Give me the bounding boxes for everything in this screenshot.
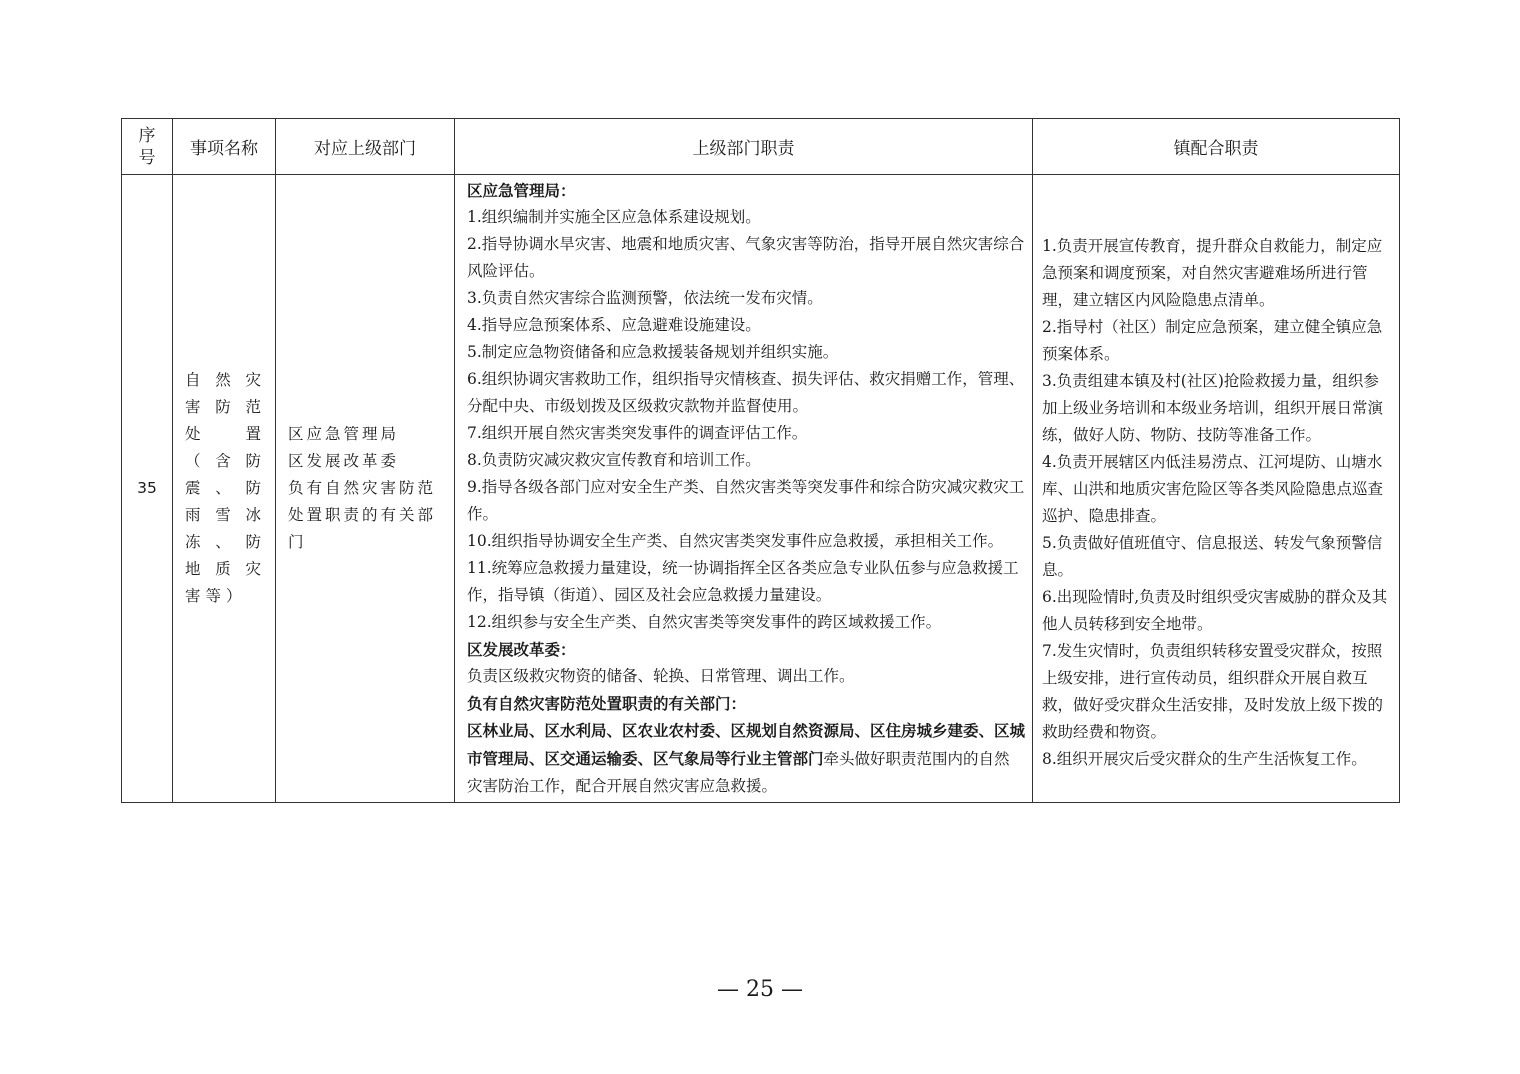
duty-item: 11.统筹应急救援力量建设，统一协调指挥全区各类应急专业队伍参与应急救援工作，指导镇（街道）、园区及社会应急救援力量建设。 xyxy=(467,559,1019,604)
header-town-duty: 镇配合职责 xyxy=(1033,119,1400,175)
town-duty-item: 4.负责开展辖区内低洼易涝点、江河堤防、山塘水库、山洪和地质灾害危险区等各类风险隐患点巡查巡护、隐患排查。 xyxy=(1042,452,1384,525)
dept-line: 区应急管理局 xyxy=(288,425,400,443)
duty-item: 10.组织指导协调安全生产类、自然灾害类突发事件应急救援，承担相关工作。 xyxy=(467,532,1004,550)
duty-item-group xyxy=(467,717,1025,800)
duty-item-tail: 牵头做好职责范围内的自然灾害防治工作，配合开展自然灾害应急救援。 xyxy=(467,750,1010,795)
cell-superior-duty xyxy=(455,175,1033,803)
dept-line: 区发展改革委 xyxy=(288,452,400,470)
page-number: — 25 — xyxy=(717,977,803,1002)
duty-table xyxy=(121,118,1400,803)
town-duty-item: 7.发生灾情时，负责组织转移安置受灾群众，按照上级安排，进行宣传动员，组织群众开展自救互救，做好受灾群众生活安排，及时发放上级下拨的救助经费和物资。 xyxy=(1042,641,1384,741)
header-seq-text: 序 号 xyxy=(138,125,156,168)
duty-heading: 区应急管理局： xyxy=(467,181,576,200)
cell-item-name: 自然灾害防范处置（含防震、防雨雪冰冻、防地质灾害等） xyxy=(173,175,276,803)
duty-item: 8.负责防灾减灾救灾宣传教育和培训工作。 xyxy=(467,451,761,469)
header-superior-duty: 上级部门职责 xyxy=(455,119,1033,175)
town-duty-item: 1.负责开展宣传教育，提升群众自救能力，制定应急预案和调度预案，对自然灾害避难场所进行管理，建立辖区内风险隐患点清单。 xyxy=(1042,236,1383,309)
header-seq xyxy=(122,119,173,175)
duty-item: 5.制定应急物资储备和应急救援装备规划并组织实施。 xyxy=(467,343,839,361)
duty-item: 9.指导各级各部门应对安全生产类、自然灾害类等突发事件和综合防灾减灾救灾工作。 xyxy=(467,478,1025,523)
cell-superior-dept xyxy=(276,175,455,803)
table-row xyxy=(122,175,1400,803)
cell-seq: 35 xyxy=(122,175,173,803)
duty-item: 2.指导协调水旱灾害、地震和地质灾害、气象灾害等防治，指导开展自然灾害综合风险评估。 xyxy=(467,235,1025,280)
town-duty-item: 5.负责做好值班值守、信息报送、转发气象预警信息。 xyxy=(1042,533,1383,579)
header-item-name: 事项名称 xyxy=(173,119,276,175)
duty-item: 1.组织编制并实施全区应急体系建设规划。 xyxy=(467,208,761,226)
town-duty-item: 8.组织开展灾后受灾群众的生产生活恢复工作。 xyxy=(1042,749,1367,768)
duty-item: 12.组织参与安全生产类、自然灾害类等突发事件的跨区域救援工作。 xyxy=(467,613,942,631)
duty-item: 3.负责自然灾害综合监测预警，依法统一发布灾情。 xyxy=(467,289,823,307)
duty-heading: 区发展改革委： xyxy=(467,640,576,659)
duty-item: 7.组织开展自然灾害类突发事件的调查评估工作。 xyxy=(467,424,808,442)
town-duty-item: 6.出现险情时,负责及时组织受灾害威胁的群众及其他人员转移到安全地带。 xyxy=(1042,587,1388,633)
table-header-row xyxy=(122,119,1400,175)
header-superior-dept: 对应上级部门 xyxy=(276,119,455,175)
duty-item: 4.指导应急预案体系、应急避难设施建设。 xyxy=(467,316,761,334)
town-duty-item: 2.指导村（社区）制定应急预案，建立健全镇应急预案体系。 xyxy=(1042,317,1383,363)
dept-line: 负有自然灾害防范处置职责的有关部门 xyxy=(288,479,437,551)
duty-item: 6.组织协调灾害救助工作，组织指导灾情核查、损失评估、救灾捐赠工作，管理、分配中央、市级划拨及区级救灾款物并监督使用。 xyxy=(467,370,1025,415)
duty-heading: 区林业局、区水利局、区农业农村委、区规划自然资源局、区住房城乡建委、区城市管理局、区交通运输委、区气象局等行业主管部门 xyxy=(467,721,1026,768)
duty-heading: 负有自然灾害防范处置职责的有关部门： xyxy=(467,694,747,713)
duty-item: 负责区级救灾物资的储备、轮换、日常管理、调出工作。 xyxy=(467,667,855,685)
cell-town-duty xyxy=(1033,175,1400,803)
town-duty-item: 3.负责组建本镇及村(社区)抢险救援力量，组织参加上级业务培训和本级业务培训，组织开展日常演练，做好人防、物防、技防等准备工作。 xyxy=(1042,371,1384,444)
